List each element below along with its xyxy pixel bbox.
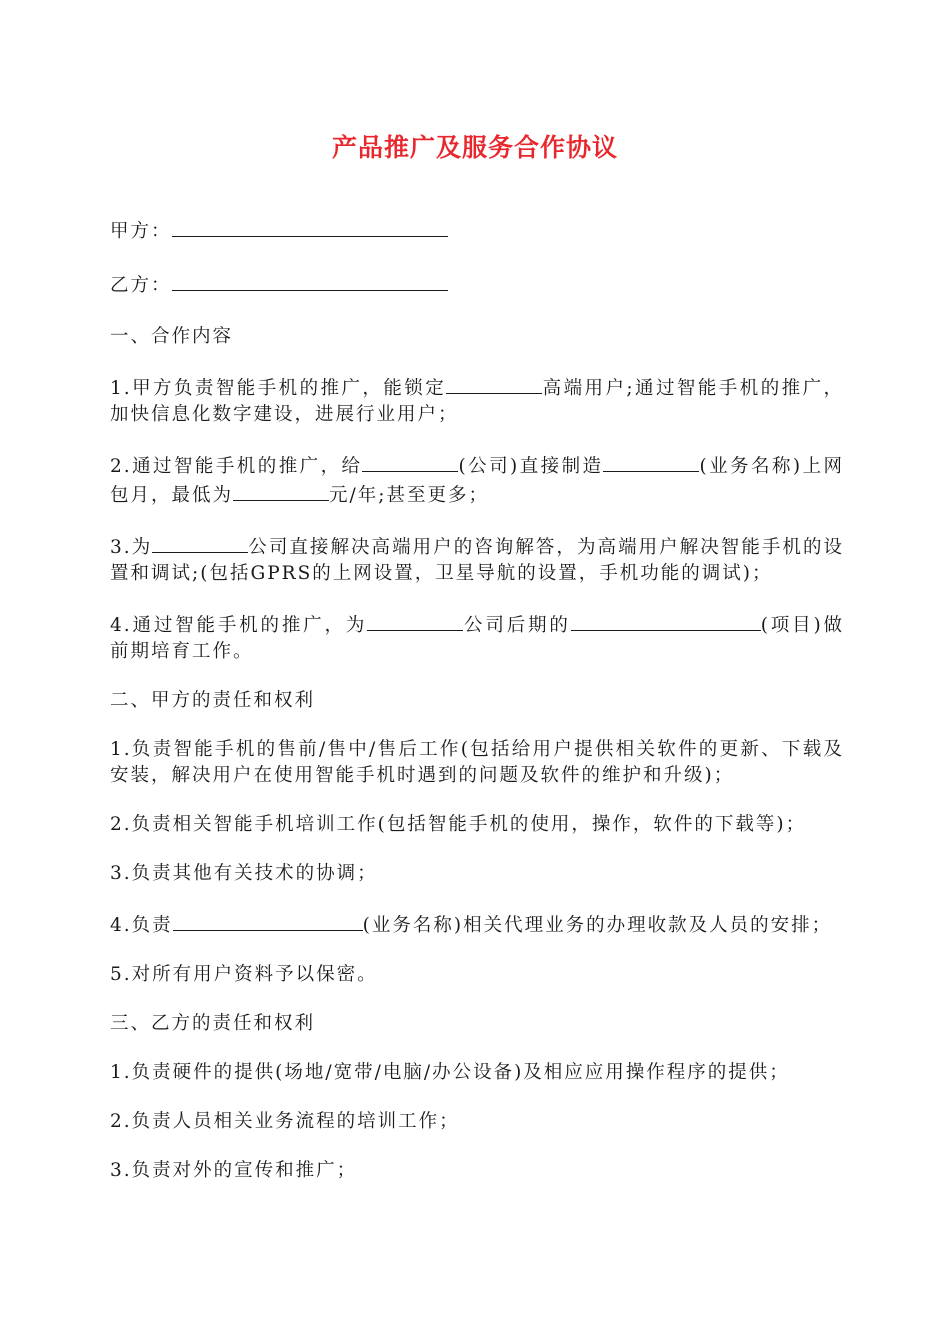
fill-blank	[173, 910, 363, 931]
document-body	[110, 216, 844, 1207]
party-b-label: 乙方：	[110, 275, 172, 296]
section-2-item-5: 5.对所有用户资料予以保密。	[110, 964, 378, 985]
section-1-heading: 一、合作内容	[110, 326, 234, 347]
fill-blank	[603, 451, 699, 472]
section-2-item-3: 3.负责其他有关技术的协调；	[110, 863, 378, 884]
section-2-item-2: 2.负责相关智能手机培训工作(包括智能手机的使用，操作，软件的下载等)；	[110, 814, 807, 835]
fill-blank	[362, 451, 458, 472]
section-1-item-2: 2.通过智能手机的推广，给 (公司)直接制造 (业务名称)上网包月，最低为 元/年;甚至更多；	[110, 451, 844, 509]
party-a-line	[110, 216, 844, 245]
section-3-heading: 三、乙方的责任和权利	[110, 1013, 316, 1034]
party-a-blank	[172, 216, 448, 237]
party-a-label: 甲方：	[110, 221, 172, 242]
section-2-item-1: 1.负责智能手机的售前/售中/售后工作(包括给用户提供相关软件的更新、下载及安装，解决用户在使用智能手机时遇到的问题及软件的维护和升级)；	[110, 739, 844, 786]
section-1-item-3: 3.为 公司直接解决高端用户的咨询解答，为高端用户解决智能手机的设置和调试;(包括GPRS的上网设置，卫星导航的设置，手机功能的调试)；	[110, 532, 844, 587]
fill-blank	[367, 610, 463, 631]
fill-blank	[233, 480, 329, 501]
section-2-heading: 二、甲方的责任和权利	[110, 690, 316, 711]
party-b-blank	[172, 270, 448, 291]
section-1-item-1: 1.甲方负责智能手机的推广，能锁定 高端用户;通过智能手机的推广，加快信息化数字建设，进展行业用户；	[110, 373, 844, 428]
fill-blank	[446, 373, 542, 394]
section-3-item-1: 1.负责硬件的提供(场地/宽带/电脑/办公设备)及相应应用操作程序的提供；	[110, 1062, 790, 1083]
party-b-line	[110, 270, 844, 299]
fill-blank	[571, 610, 761, 631]
fill-blank	[152, 532, 248, 553]
section-3-item-3: 3.负责对外的宣传和推广；	[110, 1160, 358, 1181]
section-1-item-4: 4.通过智能手机的推广，为 公司后期的 (项目)做前期培育工作。	[110, 610, 844, 665]
section-2-item-4: 4.负责 (业务名称)相关代理业务的办理收款及人员的安排；	[110, 910, 844, 939]
section-3-item-2: 2.负责人员相关业务流程的培训工作；	[110, 1111, 460, 1132]
document-title: 产品推广及服务合作协议	[331, 133, 618, 162]
